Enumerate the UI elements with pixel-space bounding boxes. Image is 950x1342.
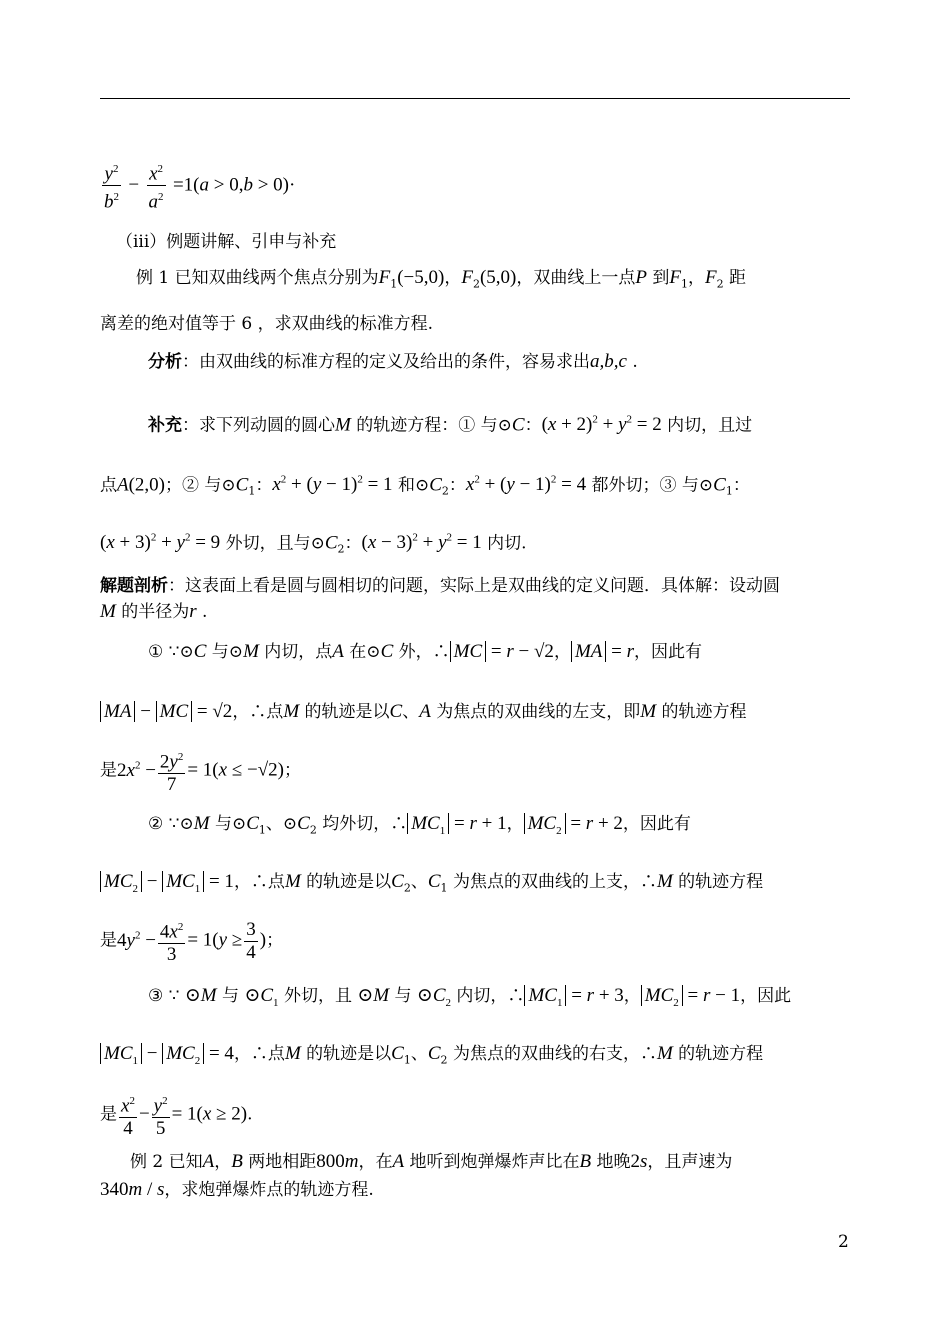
supplement-line-2: 点A(2,0)；② 与$⊙C_1$：$x^2 + (y - 1)^2 = 1$ 和$⊙C_2$：$x^2 + (y - 1)^2 = 4$ 都外切；③ 与$⊙C_1$： — [100, 474, 750, 498]
example-1-line-2: 离差的绝对值等于 6 ，求双曲线的标准方程. — [100, 314, 434, 334]
case-1-line-3: 是$2x^2$ − $\frac{2y^2}{7}$ = 1(x ≤ −√2)； — [100, 746, 301, 796]
example-2-line-2: 340m / s，求炮弹爆炸点的轨迹方程. — [100, 1179, 374, 1200]
case-1-line-1: ① ∵⊙C 与⊙M 内切，点A 在⊙C 外，∴ MC = r − √2， MA = r，因此有 — [148, 641, 702, 662]
analysis-line: 分析：由双曲线的标准方程的定义及给出的条件，容易求出a,b,c . — [148, 351, 638, 372]
supplement-line-3: $(x + 3)^2 + y^2 = 9$ 外切，且与$⊙C_2$：$(x - 3)^2 + y^2 = 1$ 内切. — [100, 532, 527, 556]
example-2-line-1: 例 2 已知A，B 两地相距800m，在A 地听到炮弹爆炸声比在B 地晚2s，且声速为 — [130, 1151, 733, 1172]
case-3-line-3: 是 $\frac{x^2}{4}$ − $\frac{y^2}{5}$ = 1(x ≥ 2). — [100, 1090, 253, 1140]
supplement-label: 补充 — [148, 415, 182, 436]
analysis-label: 分析 — [148, 352, 182, 372]
header-rule — [100, 98, 850, 99]
case-1-line-2: MA − MC = √2，∴点M 的轨迹是以C、A 为焦点的双曲线的左支，即M 的轨迹方程 — [100, 700, 746, 724]
solution-label: 解题剖析 — [100, 576, 168, 596]
case-2-line-1: ② ∵⊙M 与$⊙C_1$、$⊙C_2$ 均外切，∴ $MC_1 = r + 1$， $MC_2 = r + 2$，因此有 — [148, 813, 691, 837]
case-3-line-1: ③ ∵ ⊙M 与 $⊙C_1$ 外切，且 ⊙M 与 $⊙C_2$ 内切，∴ $MC_1 = r + 3$， $MC_2 = r - 1$，因此 — [148, 985, 792, 1009]
case-2-line-3: 是$4y^2$ − $\frac{4x^2}{3}$ = 1(y ≥ $\frac{3}{4}$ )； — [100, 916, 283, 966]
case-3-line-2: $MC_1 - MC_2 = 4$，∴点M 的轨迹是以$C_1$、$C_2$ 为焦点的双曲线的右支，∴M 的轨迹方程 — [100, 1042, 763, 1073]
section-heading: （iii）例题讲解、引申与补充 — [116, 232, 337, 252]
example-1-line-1: 例 1 已知双曲线两个焦点分别为$F_1(-5,0)$，$F_2(5,0)$，双曲线上一点P 到$F_1$，$F_2$ 距 — [136, 267, 747, 291]
solution-line-2: M 的半径为r . — [100, 601, 208, 622]
equation-line: $\frac{y^2}{b^2}$ − $\frac{x^2}{a^2}$ =1(a > 0,b > 0)· — [100, 158, 295, 214]
page-number: 2 — [838, 1232, 849, 1252]
solution-line-1: 解题剖析：这表面上看是圆与圆相切的问题，实际上是双曲线的定义问题．具体解：设动圆 — [100, 576, 780, 596]
case-2-line-2: $MC_2 - MC_1 = 1$，∴点M 的轨迹是以$C_2$、$C_1$ 为焦点的双曲线的上支，∴M 的轨迹方程 — [100, 870, 763, 901]
supplement-line-1: 补充：求下列动圆的圆心M 的轨迹方程：① 与⊙C：$(x + 2)^2 + y^2 = 2$ 内切，且过 — [148, 414, 753, 436]
